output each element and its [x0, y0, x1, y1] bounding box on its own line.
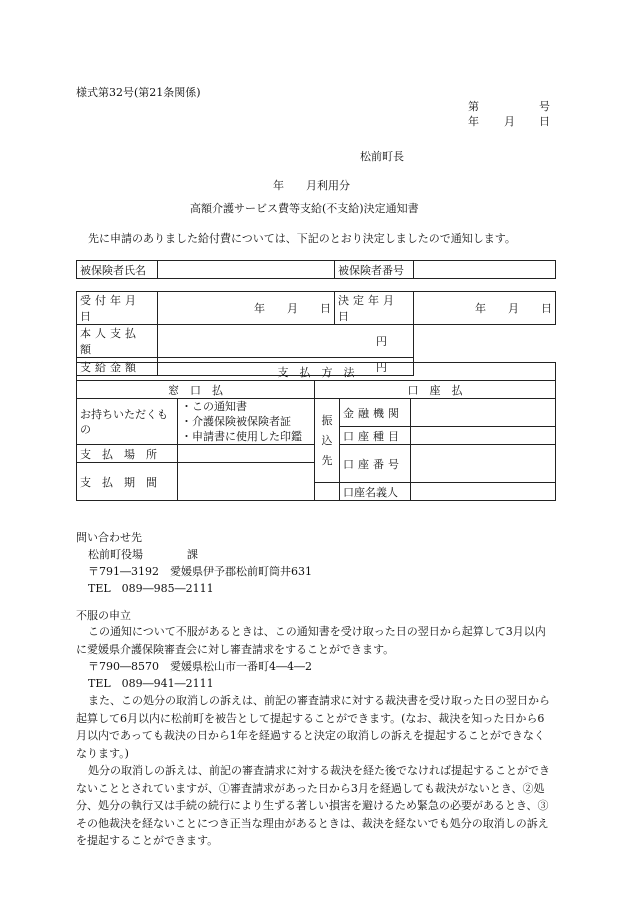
form-number: 様式第32号(第21条関係)	[76, 86, 201, 99]
account-number-field[interactable]	[411, 445, 556, 483]
account-holder-label: 口座名義人	[340, 483, 411, 501]
decided-date-label: 決定年月日	[335, 292, 414, 325]
self-pay-label: 本人支払額	[77, 325, 158, 358]
payment-place-field[interactable]	[178, 445, 315, 463]
account-type-label: 口座種目	[340, 427, 411, 445]
payment-place-label: 支 払 場 所	[77, 445, 178, 463]
payment-period-field[interactable]	[178, 463, 315, 501]
date-month: 月	[504, 115, 515, 128]
bank-field[interactable]	[411, 399, 556, 427]
objection-paragraph-2: また、この処分の取消しの訴えは、前記の審査請求に対する裁決書を受け取った日の翌日から起算して6月以内に松前町を被告として提起することができます。(なお、裁決を知った日から6月以内であっても裁決の日から1年を経過すると決定の取消しの訴えを提起することができなくなります。)	[76, 694, 550, 760]
document-title: 高額介護サービス費等支給(不支給)決定通知書	[190, 202, 419, 215]
insured-number-label: 被保険者番号	[335, 261, 414, 279]
self-pay-value[interactable]: 円	[158, 325, 414, 358]
insured-number-field[interactable]	[414, 261, 556, 279]
insured-name-field[interactable]	[158, 261, 335, 279]
doc-number-dai: 第	[468, 100, 479, 113]
insured-name-label: 被保険者氏名	[77, 261, 158, 279]
decided-date-value[interactable]: 年 月 日	[414, 292, 556, 325]
account-type-field[interactable]	[411, 427, 556, 445]
bring-item: ・この通知書	[181, 400, 247, 413]
received-date-value[interactable]: 年 月 日	[158, 292, 335, 325]
contact-office: 松前町役場 課	[88, 548, 198, 561]
date-year: 年	[468, 115, 479, 128]
bring-items-label: お持ちいただくもの	[77, 399, 178, 445]
objection-paragraph-1: この通知について不服があるときは、この通知書を受け取った日の翌日から起算して3月以内に愛媛県介護保険審査会に対し審査請求をすることができます。	[76, 625, 546, 656]
objection-paragraph-3: 処分の取消しの訴えは、前記の審査請求に対する裁決を経た後でなければ提起することができないこととされていますが、①審査請求があった日から3月を経過しても裁決がないとき、②処分、処分の執行又は手続の続行により生ずる著しい損害を避けるため緊急の必要があるとき、③その他裁決を経ないことにつき正当な理由があるときは、裁決を経ないでも処分の取消しの訴えを提起することができます。	[76, 764, 550, 847]
payment-period-label: 支 払 期 間	[77, 463, 178, 501]
bank-label: 金融機関	[340, 399, 411, 427]
intro-text: 先に申請のありました給付費については、下記のとおり決定しましたので通知します。	[88, 232, 516, 245]
account-number-label: 口座番号	[340, 445, 411, 483]
received-date-label: 受付年月日	[77, 292, 158, 325]
benefit-amount-label: 支給金額	[77, 358, 158, 376]
usage-period: 年 月利用分	[273, 179, 350, 192]
contact-heading: 問い合わせ先	[76, 531, 142, 544]
objection-address: 〒790―8570 愛媛県松山市一番町4―4―2	[88, 660, 312, 673]
account-payment-heading: 口 座 払	[315, 381, 556, 399]
issuer: 松前町長	[360, 150, 404, 163]
window-payment-heading: 窓 口 払	[77, 381, 315, 399]
benefit-amount-value[interactable]: 円	[158, 358, 414, 376]
doc-number-go: 号	[539, 100, 550, 113]
transfer-destination-label: 振込先	[315, 399, 340, 483]
contact-tel: TEL 089―985―2111	[88, 582, 214, 595]
bring-item: ・介護保険被保険者証	[181, 415, 291, 428]
date-day: 日	[539, 115, 550, 128]
bring-items-list	[178, 399, 315, 445]
insured-table	[76, 260, 556, 279]
payment-method-table	[76, 362, 556, 501]
objection-heading: 不服の申立	[76, 609, 131, 622]
objection-tel: TEL 089―941―2111	[88, 677, 214, 690]
contact-address: 〒791―3192 愛媛県伊予郡松前町筒井631	[88, 565, 312, 578]
bring-item: ・申請書に使用した印鑑	[181, 430, 302, 443]
payment-method-heading: 支 払 方 法	[77, 363, 556, 381]
account-holder-field[interactable]	[411, 483, 556, 501]
